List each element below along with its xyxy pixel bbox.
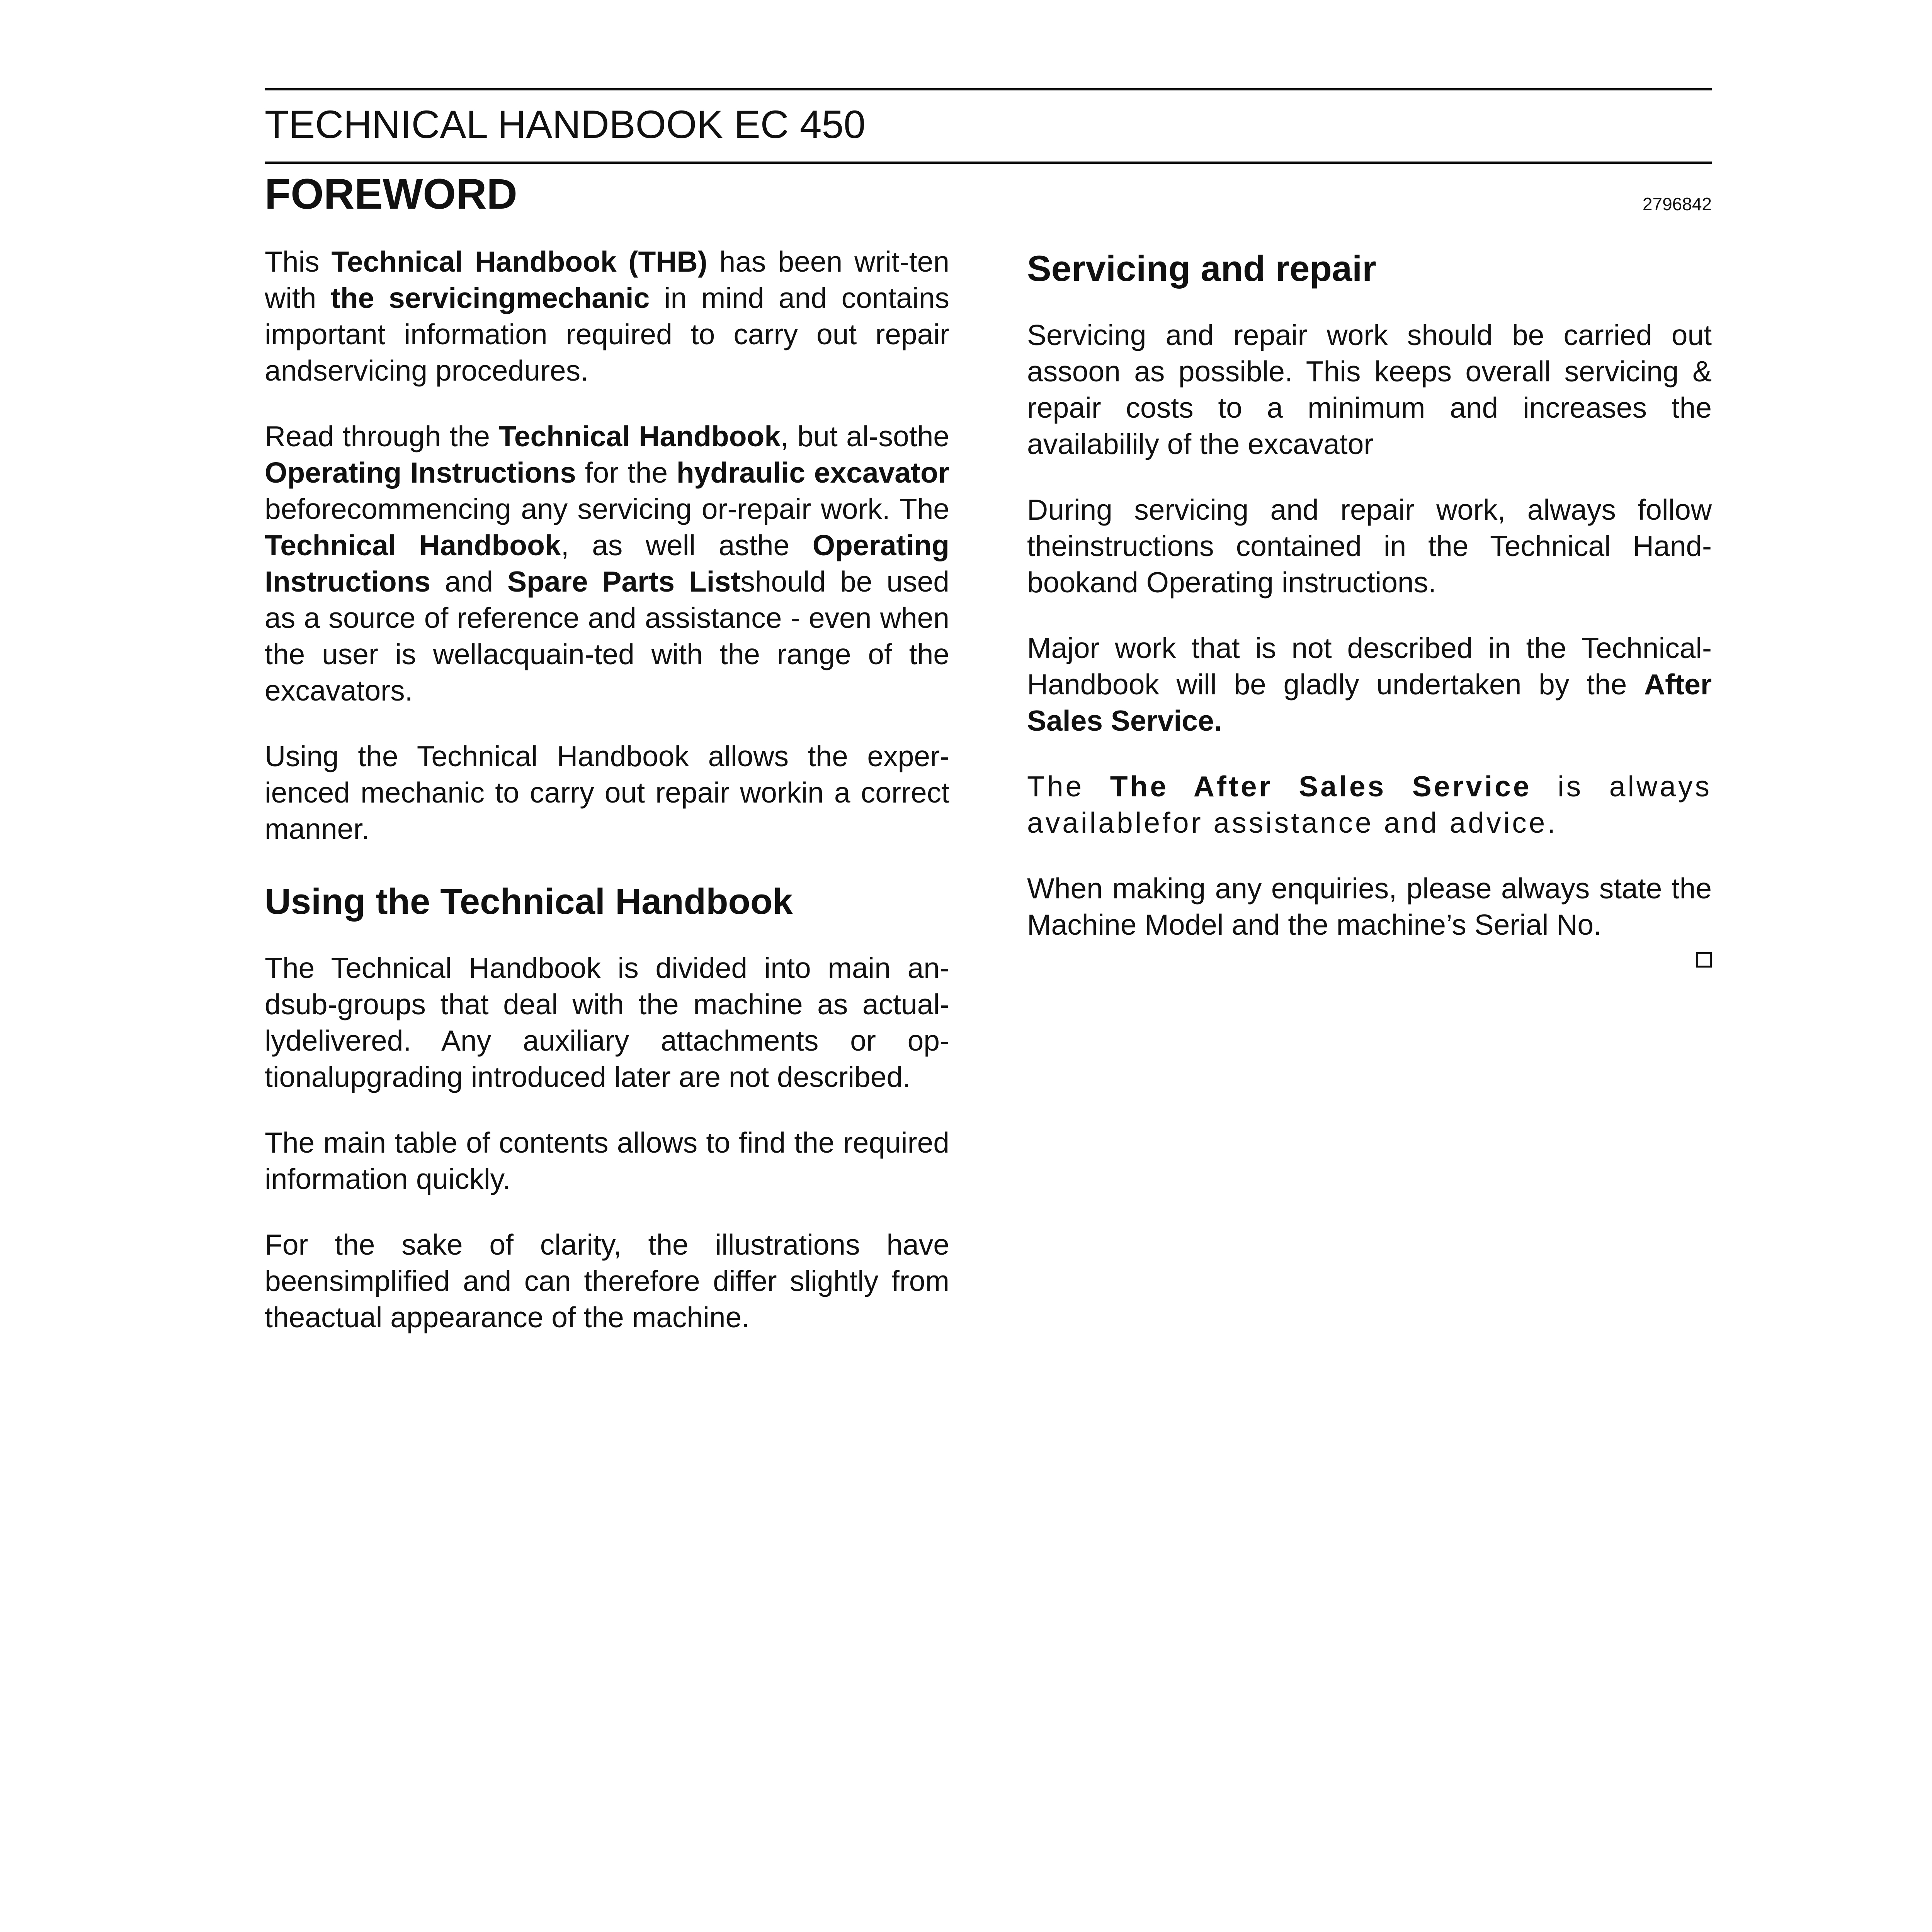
reading-paragraph: Read through the Technical Handbook, but al-sothe Operating Instructions for the hydraulic excavator beforecommencing any servicing or-repair work. The Technical Handbook, as well asthe Operating Instructions and Spare Parts Listshould be used as a source of reference and assistance - even when the user is wellacquain-ted with the range of the excavators. [265, 420, 949, 707]
title-underline [265, 162, 1712, 164]
major-work-paragraph: Major work that is not described in the Technical-Handbook will be gladly undertaken by the After Sales Service. [1027, 632, 1712, 737]
enquiries-paragraph: When making any enquiries, please always state the Machine Model and the machine’s Serial No. [1027, 872, 1712, 941]
after-sales-paragraph: The The After Sales Service is always availablefor assistance and advice. [1027, 770, 1712, 839]
servicing-paragraph: Servicing and repair work should be carried out assoon as possible. This keeps overall servicing & repair costs to a minimum and increases the availabilily of the excavator [1027, 319, 1712, 460]
experience-paragraph: Using the Technical Handbook allows the exper-ienced mechanic to carry out repair workin a correct manner. [265, 740, 949, 845]
intro-paragraph: This Technical Handbook (THB) has been writ-ten with the servicingmechanic in mind and contains important information required to carry out repair andservicing procedures. [265, 245, 950, 387]
left-column [265, 243, 949, 1365]
contents-paragraph: The main table of contents allows to find the required information quickly. [265, 1126, 949, 1195]
right-column [1027, 243, 1712, 968]
document-code: 2796842 [1642, 194, 1712, 214]
document-title: TECHNICAL HANDBOOK EC 450 [265, 102, 866, 146]
illustrations-paragraph: For the sake of clarity, the illustrations have beensimplified and can therefore differ slightly from theactual appearance of the machine. [265, 1228, 949, 1333]
using-handbook-heading: Using the Technical Handbook [265, 881, 793, 922]
top-rule [265, 88, 1712, 90]
section-title: FOREWORD [265, 170, 517, 218]
structure-paragraph: The Technical Handbook is divided into main an-dsub-groups that deal with the machine as actual-lydelivered. Any auxiliary attachments or op-tionalupgrading introduced later are not described. [265, 952, 949, 1093]
end-of-section-square-icon [1696, 952, 1712, 968]
instructions-paragraph: During servicing and repair work, always follow theinstructions contained in the Technical Hand-bookand Operating instructions. [1027, 493, 1712, 599]
servicing-heading: Servicing and repair [1027, 248, 1376, 289]
